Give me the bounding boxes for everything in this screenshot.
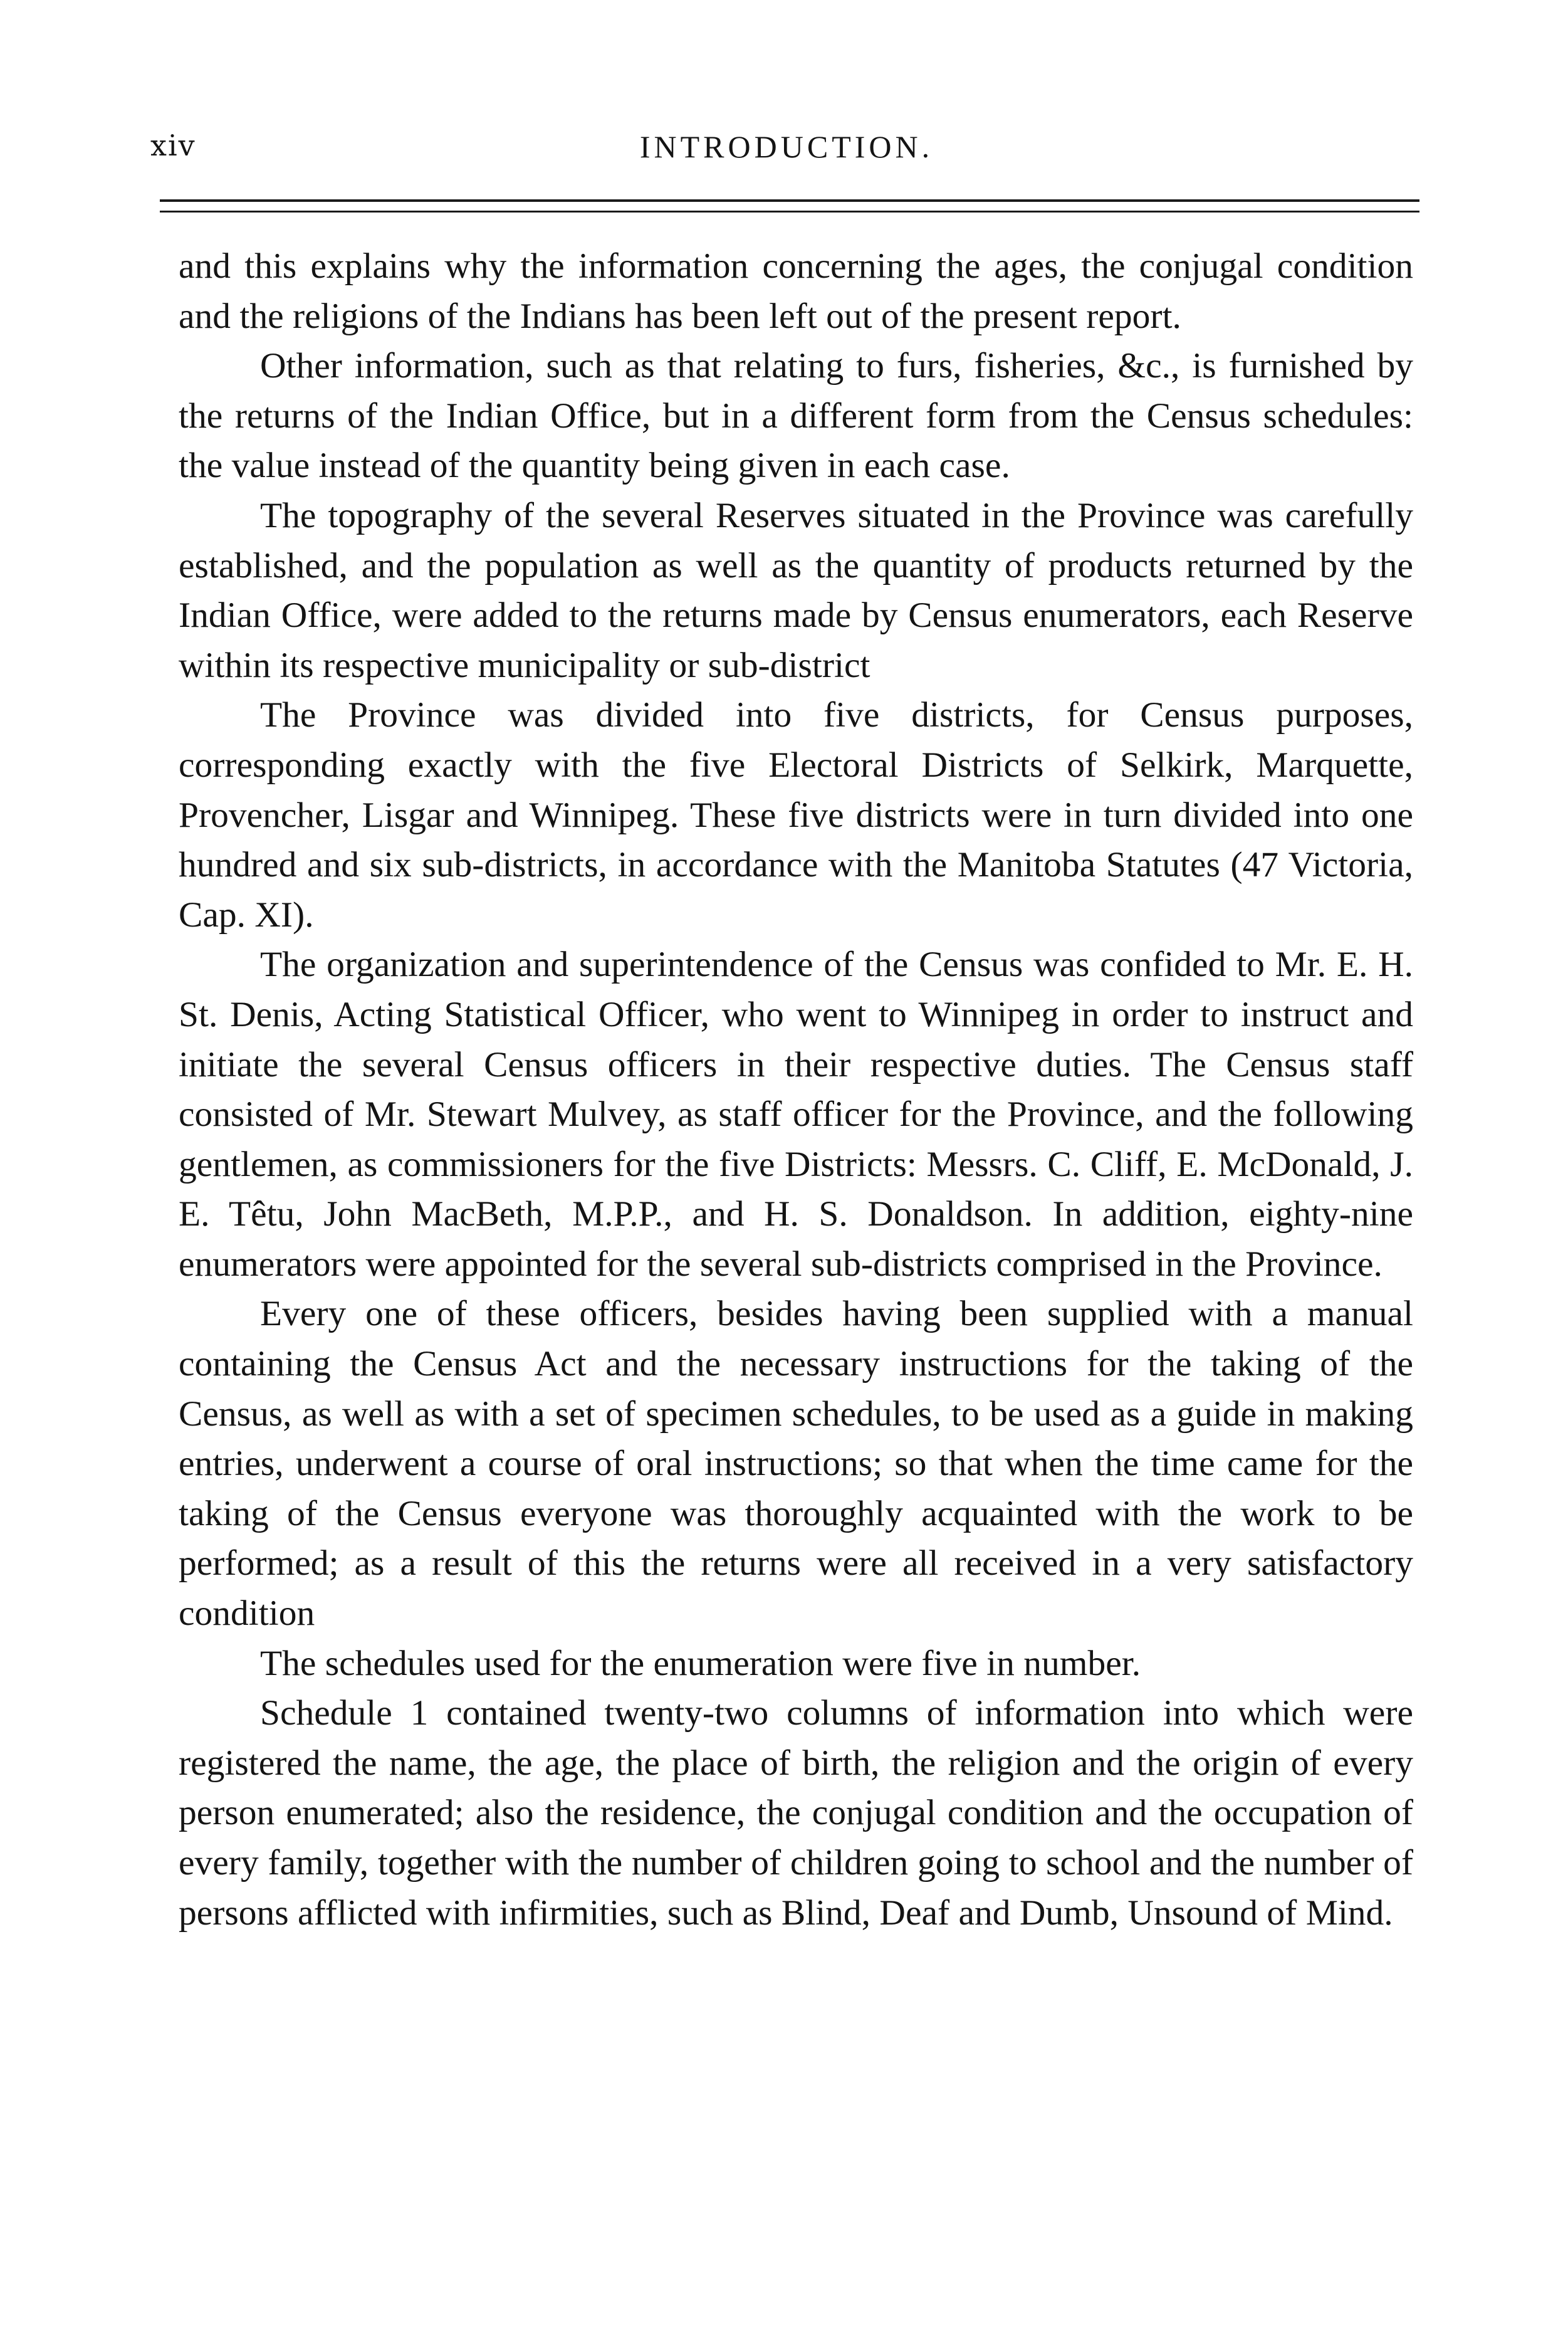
paragraph: Other information, such as that relating to furs, fisheries, &c., is furnished by the returns of the Indian Office, but in a different form from the Census schedules: the value instead of the quantity being given in each case. <box>179 346 1413 486</box>
paragraph: The Province was divided into five districts, for Census purposes, corresponding exactly with the five Electoral Districts of Selkirk, Marquette, Provencher, Lisgar and Winnipeg. These five districts were in turn divided into one hundred and six sub-districts, in accordance with the Manitoba Statutes (47 Victoria, Cap. XI). <box>179 695 1413 935</box>
paragraph: and this explains why the information concerning the ages, the conjugal condition and the religions of the Indians has been left out of the present report. <box>179 246 1413 336</box>
paragraph: Every one of these officers, besides having been supplied with a manual containing the Census Act and the necessary instructions for the taking of the Census, as well as with a set of specimen schedules, to be used as a guide in making entries, underwent a course of oral instructions; so that when the time came for the taking of the Census everyone was thoroughly acquainted with the work to be performed; as a result of this the returns were all received in a very satisfactory condition <box>179 1294 1413 1634</box>
paragraph: The schedules used for the enumeration were five in number. <box>260 1643 1141 1683</box>
paragraph: Schedule 1 contained twenty-two columns of information into which were registered the name, the age, the place of birth, the religion and the origin of every person enumerated; also the residence, the conjugal condition and the occupation of every family, together with the number of children going to school and the number of persons afflicted with infirmities, such as Blind, Deaf and Dumb, Unsound of Mind. <box>179 1693 1413 1933</box>
header-rule-top <box>160 199 1419 202</box>
page-number: xiv <box>150 129 196 162</box>
paragraph: The topography of the several Reserves situated in the Province was carefully established, and the population as well as the quantity of products returned by the Indian Office, were added to the returns made by Census enumerators, each Reserve within its respective municipality or sub-district <box>179 495 1413 685</box>
page-header <box>150 129 1423 172</box>
running-head: INTRODUCTION. <box>639 129 934 164</box>
paragraph: The organization and superintendence of the Census was confided to Mr. E. H. St. Denis, Acting Statistical Officer, who went to Winnipeg in order to instruct and initiate the several Census officers in their respective duties. The Census staff consisted of Mr. Stewart Mulvey, as staff officer for the Province, and the following gentlemen, as commissioners for the five Districts: Messrs. C. Cliff, E. McDonald, J. E. Têtu, John MacBeth, M.P.P., and H. S. Donaldson. In addition, eighty-nine enumerators were appointed for the several sub-districts comprised in the Province. <box>179 945 1413 1284</box>
body-text <box>179 241 1413 1938</box>
header-rule-bottom <box>160 211 1419 213</box>
